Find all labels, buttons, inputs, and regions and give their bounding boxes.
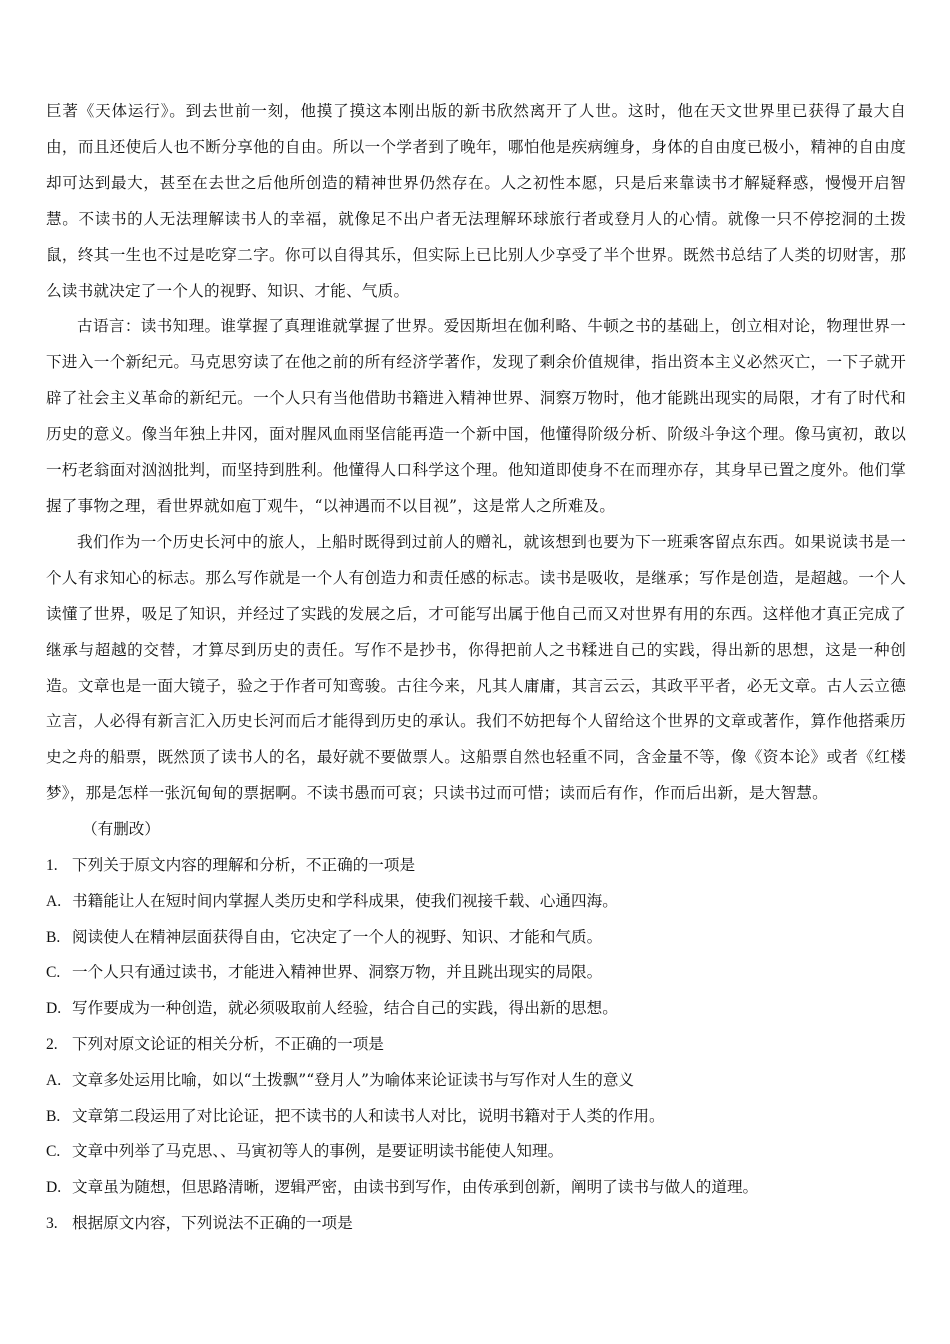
option-text: 文章第二段运用了对比论证，把不读书的人和读书人对比，说明书籍对于人类的作用。: [72, 1106, 665, 1125]
option-a: [46, 884, 906, 920]
question-number: 1.: [46, 857, 58, 875]
question-stem: 根据原文内容，下列说法不正确的一项是: [72, 1214, 353, 1232]
option-text: 阅读使人在精神层面获得自由，它决定了一个人的视野、知识、才能和气质。: [72, 927, 603, 946]
source-note: （有删改）: [82, 820, 160, 839]
option-letter: B.: [46, 928, 61, 946]
option-letter: C.: [46, 1143, 61, 1161]
exam-page: [46, 94, 906, 1242]
option-d: [46, 1170, 906, 1206]
option-text: 文章中列举了马克思、、马寅初等人的事例，是要证明读书能使人知理。: [72, 1142, 564, 1161]
article-paragraph-1: 巨著《天体运行》。到去世前一刻，他摸了摸这本刚出版的新书欣然离开了人世。这时，他在天文世界里已获得了最大自由，而且还使后人也不断分享他的自由。所以一个学者到了晚年，哪怕他是疾病缠身，身体的自由度已极小，精神的自由度却可达到最大，甚至在去世之后他所创造的精神世界仍然存在。人之初性本愿，只是后来靠读书才解疑释惑，慢慢开启智慧。不读书的人无法理解读书人的幸福，就像足不出户者无法理解环球旅行者或登月人的心情。就像一只不停挖洞的土拨鼠，终其一生也不过是吃穿二字。你可以自得其乐，但实际上已比别人少享受了半个世界。既然书总结了人类的切财害，那么读书就决定了一个人的视野、知识、才能、气质。: [46, 102, 906, 300]
article-paragraph-2: 古语言：读书知理。谁掌握了真理谁就掌握了世界。爱因斯坦在伽利略、牛顿之书的基础上，创立相对论，物理世界一下进入一个新纪元。马克思穷读了在他之前的所有经济学著作，发现了剩余价值规律，指出资本主义必然灭亡，一下子就开辟了社会主义革命的新纪元。一个人只有当他借助书籍进入精神世界、洞察万物时，他才能跳出现实的局限，才有了时代和历史的意义。像当年独上井冈，面对腥风血雨坚信能再造一个新中国，他懂得阶级分析、阶级斗争这个理。像马寅初，敢以一朽老翁面对汹汹批判，而坚持到胜利。他懂得人口科学这个理。他知道即使身不在而理亦存，其身早已置之度外。他们掌握了事物之理，看世界就如庖丁观牛，“以神遇而不以目视”，这是常人之所难及。: [46, 317, 906, 515]
option-letter: D.: [46, 1000, 62, 1018]
option-a: [46, 1063, 906, 1099]
option-text: 书籍能让人在短时间内掌握人类历史和学科成果，使我们视接千载、心通四海。: [72, 891, 618, 910]
question-number: 2.: [46, 1036, 58, 1054]
option-text: 文章多处运用比喻，如以“土拨飘”“登月人”为喻体来论证读书与写作对人生的意义: [72, 1070, 635, 1089]
option-letter: B.: [46, 1107, 61, 1125]
option-letter: C.: [46, 964, 61, 982]
question-number: 3.: [46, 1215, 58, 1232]
option-c: [46, 955, 906, 991]
option-d: [46, 991, 906, 1027]
option-text: 文章虽为随想，但思路清晰，逻辑严密，由读书到写作，由传承到创新，阐明了读书与做人的道理。: [72, 1178, 759, 1197]
option-c: [46, 1134, 906, 1170]
option-text: 写作要成为一种创造，就必须吸取前人经验，结合自己的实践，得出新的思想。: [72, 999, 618, 1018]
option-text: 一个人只有通过读书，才能进入精神世界、洞察万物，并且跳出现实的局限。: [72, 963, 603, 982]
option-b: [46, 1099, 906, 1135]
question-3: [46, 1206, 906, 1242]
option-b: [46, 920, 906, 956]
question-1: [46, 848, 906, 1027]
article-paragraph-3: 我们作为一个历史长河中的旅人，上船时既得到过前人的赠礼，就该想到也要为下一班乘客留点东西。如果说读书是一个人有求知心的标志。那么写作就是一个人有创造力和责任感的标志。读书是吸收，是继承；写作是创造，是超越。一个人读懂了世界，吸足了知识，并经过了实践的发展之后，才可能写出属于他自己而又对世界有用的东西。这样他才真正完成了继承与超越的交替，才算尽到历史的责任。写作不是抄书，你得把前人之书糅进自己的实践，得出新的思想，这是一种创造。文章也是一面大镜子，验之于作者可知鸾骏。古往今来，凡其人庸庸，其言云云，其政平平者，必无文章。古人云立德立言，人必得有新言汇入历史长河而后才能得到历史的承认。我们不妨把每个人留给这个世界的文章或著作，算作他搭乘历史之舟的船票，既然顶了读书人的名，最好就不要做票人。这船票自然也轻重不同，含金量不等，像《资本论》或者《红楼梦》，那是怎样一张沉甸甸的票据啊。不读书愚而可哀；只读书过而可惜；读而后有作，作而后出新，是大智慧。: [46, 532, 906, 803]
question-2: [46, 1027, 906, 1206]
option-letter: D.: [46, 1179, 62, 1197]
option-letter: A.: [46, 1071, 62, 1089]
question-stem: 下列关于原文内容的理解和分析，不正确的一项是: [72, 856, 416, 875]
option-letter: A.: [46, 892, 62, 910]
question-stem: 下列对原文论证的相关分析，不正确的一项是: [72, 1035, 384, 1054]
